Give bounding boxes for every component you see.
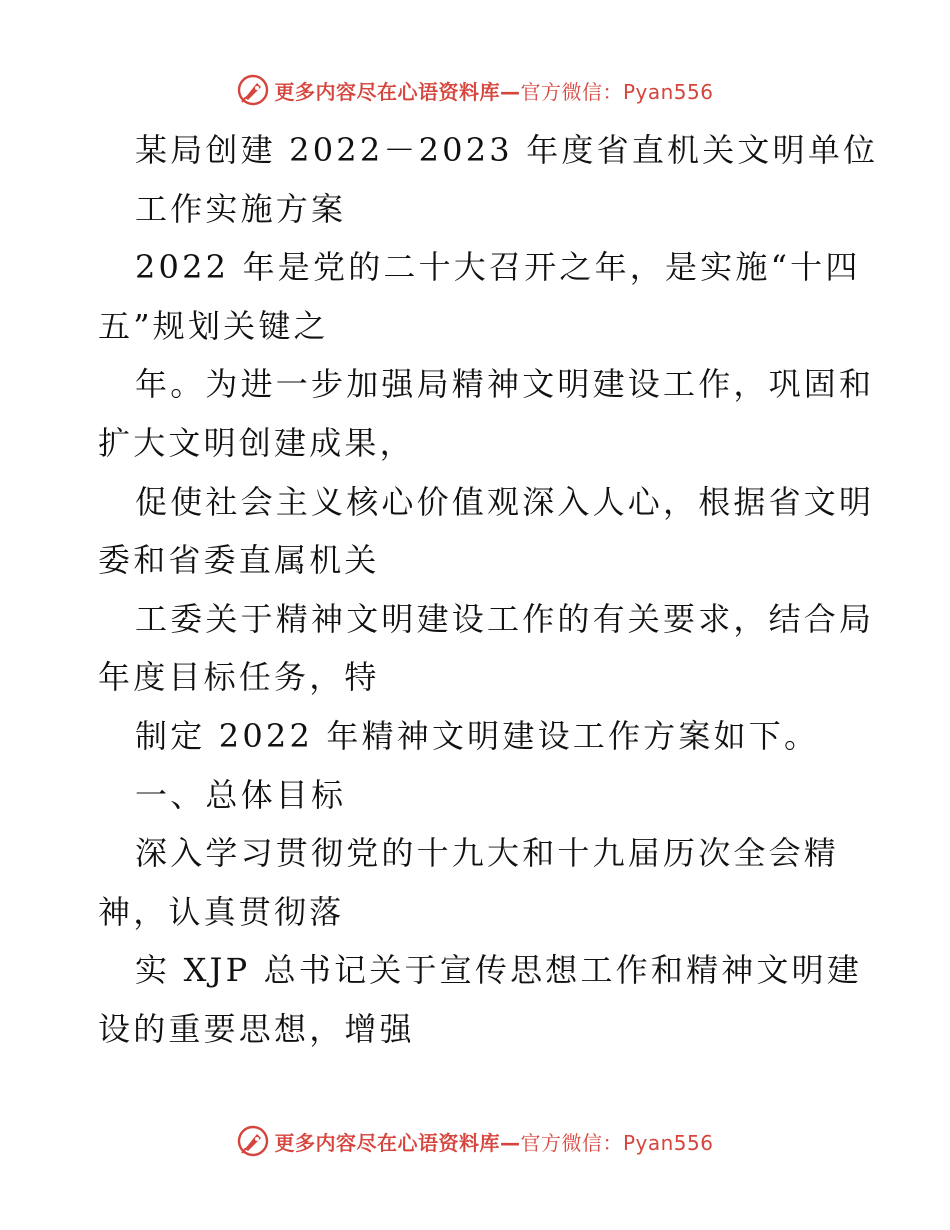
watermark-footer (0, 1121, 950, 1161)
watermark-text (274, 1127, 713, 1156)
watermark-text (274, 76, 713, 105)
watermark-contact-text: 官方微信：Pyan556 (520, 1130, 714, 1155)
paragraph-line: 深入学习贯彻党的十九大和十九届历次全会精 (135, 834, 840, 873)
watermark-site-text: 更多内容尽在心语资料库— (274, 1130, 521, 1155)
pen-nib-logo-icon (236, 1124, 270, 1158)
paragraph-line: 设的重要思想，增强 (98, 1009, 415, 1048)
watermark-contact-text: 官方微信：Pyan556 (520, 79, 714, 104)
paragraph-line: 年。为进一步加强局精神文明建设工作，巩固和 (135, 365, 875, 404)
paragraph-line: 年度目标任务，特 (98, 658, 380, 697)
paragraph-line: 实 XJP 总书记关于宣传思想工作和精神文明建 (135, 951, 863, 990)
pen-nib-logo-icon (236, 73, 270, 107)
paragraph-line: 促使社会主义核心价值观深入人心，根据省文明 (135, 482, 875, 521)
paragraph-line: 委和省委直属机关 (98, 541, 380, 580)
section-heading: 一、总体目标 (135, 775, 347, 814)
paragraph-line: 工委关于精神文明建设工作的有关要求，结合局 (135, 599, 875, 638)
document-body (98, 121, 879, 1059)
paragraph-line: 制定 2022 年精神文明建设工作方案如下。 (135, 716, 820, 755)
watermark-site-text: 更多内容尽在心语资料库— (274, 79, 521, 104)
document-title-line-2: 工作实施方案 (135, 189, 347, 228)
paragraph-line: 五”规划关键之 (98, 306, 329, 345)
paragraph-line: 扩大文明创建成果， (98, 423, 415, 462)
watermark-header (0, 70, 950, 110)
paragraph-line: 2022 年是党的二十大召开之年，是实施“十四 (135, 248, 861, 287)
document-title-line-1: 某局创建 2022－2023 年度省直机关文明单位 (135, 131, 879, 169)
paragraph-line: 神，认真贯彻落 (98, 892, 345, 931)
